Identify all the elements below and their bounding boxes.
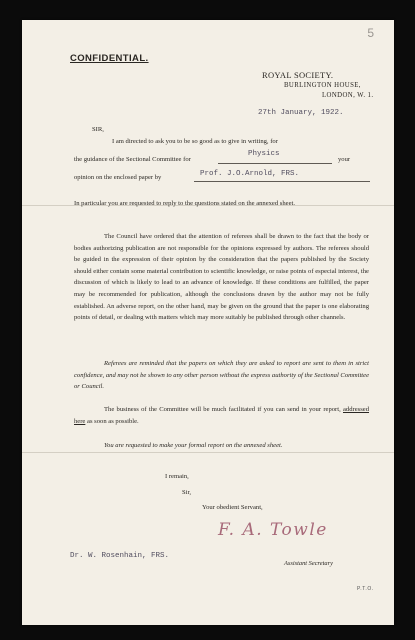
letter-date: 27th January, 1922. (258, 109, 344, 117)
business-text-pre: The business of the Committee will be much facilitated if you can send in your report, (104, 406, 341, 413)
business-text-post: as soon as possible. (87, 417, 139, 425)
committee-fill-line (218, 163, 332, 164)
org-address-line2: LONDON, W. 1. (322, 92, 374, 99)
formal-report-paragraph: You are requested to make your formal report on the annexed sheet. (104, 442, 283, 449)
intro-line1: I am directed to ask you to be so good as to give in writing, for (112, 138, 278, 145)
page-number: 5 (367, 26, 374, 40)
fold-crease-lower (22, 452, 394, 453)
letter-page (22, 20, 394, 625)
committee-name: Physics (248, 150, 280, 158)
closing-servant: Your obedient Servant, (202, 504, 263, 511)
pto-mark: P.T.O. (357, 586, 374, 592)
intro-line2-pre: the guidance of the Sectional Committee for (74, 156, 191, 163)
author-fill-line (194, 181, 370, 182)
intro-line3-pre: opinion on the enclosed paper by (74, 174, 162, 181)
intro-line2-post: your (338, 156, 351, 163)
questions-paragraph: In particular you are requested to reply to the questions stated on the annexed sheet. (74, 200, 296, 207)
signatory-title: Assistant Secretary (284, 560, 333, 567)
closing-remain: I remain, (165, 473, 189, 480)
author-name: Prof. J.O.Arnold, FRS. (200, 170, 300, 178)
org-name: ROYAL SOCIETY. (262, 70, 334, 80)
salutation: SIR, (92, 126, 104, 133)
signature: F. A. Towle (218, 520, 328, 540)
business-text-underlined: addressed here (74, 406, 369, 425)
confidential-heading: CONFIDENTIAL. (70, 53, 149, 64)
closing-sir: Sir, (182, 489, 192, 496)
addressee: Dr. W. Rosenhain, FRS. (70, 552, 170, 560)
council-paragraph: The Council have ordered that the attention of referees shall be drawn to the fact that the body or bodies authorizing publication are not responsible for the opinions expressed by authors. The referees should be guided in the expression of their opinion by the consideration that the papers published by the Society should either contain some material contribution to scientific knowledge, or raise points of especial interest, the discussion of which is likely to lead to an advance of knowledge. If these conditions are fulfilled, the paper may be recommended for publication, although the conclusions drawn by the author may not be fully established. An adverse report, on the other hand, may be given on the ground that the paper is one elaborating points of detail, or dealing with matters which may more suitably be published through other channels. (74, 233, 369, 322)
org-address-line1: BURLINGTON HOUSE, (284, 82, 361, 89)
referees-paragraph: Referees are reminded that the papers on which they are asked to report are sent to them in strict confidence, and may not be shown to any other person without the express authority of the Sectional Committee or Council. (74, 360, 369, 391)
business-paragraph (74, 404, 369, 427)
